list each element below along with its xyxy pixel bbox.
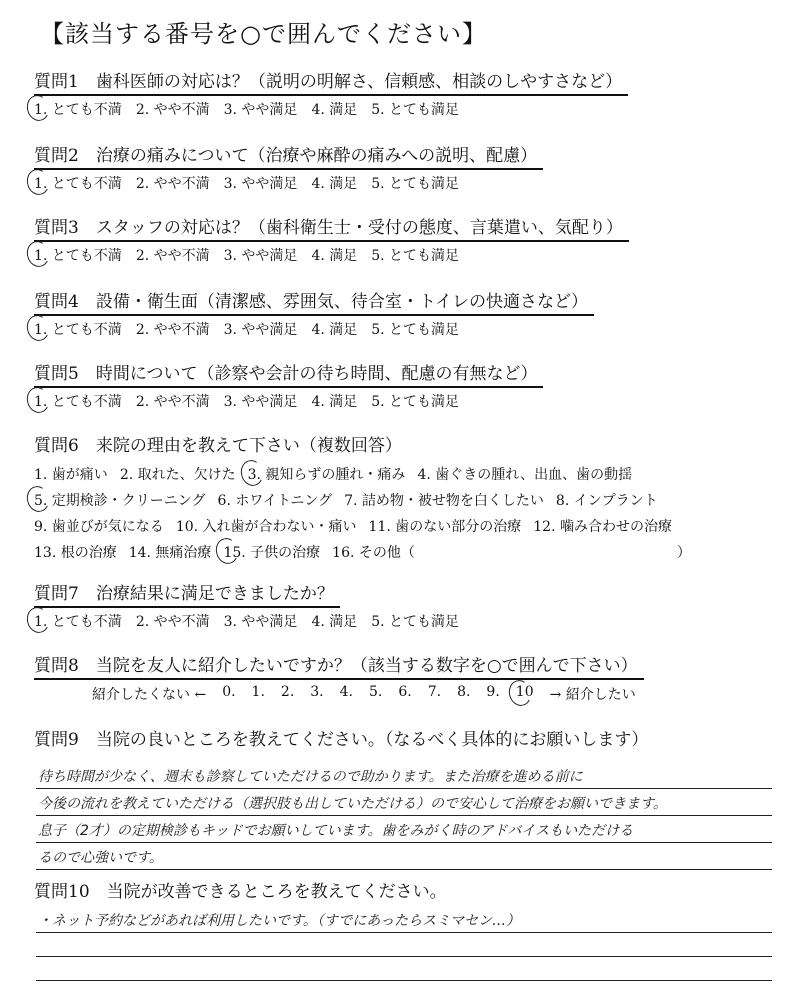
question-10	[34, 880, 774, 904]
handwritten-answer-line: るので心強いです。	[38, 850, 163, 866]
rating-options	[34, 319, 774, 339]
reason-option[interactable]: 16. その他（	[332, 545, 415, 561]
scale-number[interactable]: 7.	[427, 684, 442, 700]
reason-option[interactable]: 7. 詰め物・被せ物を白くしたい	[344, 493, 544, 509]
reason-option[interactable]: 6. ホワイトニング	[217, 493, 333, 509]
answer-rule	[36, 869, 772, 870]
reason-option[interactable]: 11. 歯のない部分の治療	[368, 519, 522, 535]
option-3[interactable]: 3. やや満足	[223, 176, 298, 192]
option-3[interactable]: 3. やや満足	[223, 614, 298, 630]
handwritten-answer-line: 待ち時間が少なく、週末も診察していただけるので助かります。また治療を進める前に	[38, 769, 583, 785]
question-4	[34, 290, 774, 339]
reason-option[interactable]: 12. 噛み合わせの治療	[533, 519, 672, 535]
reason-option[interactable]: 2. 取れた、欠けた	[119, 467, 236, 483]
rating-options	[34, 173, 774, 193]
answer-rule	[36, 932, 772, 933]
option-3[interactable]: 3. やや満足	[223, 248, 298, 264]
question-1	[34, 70, 774, 119]
handwritten-answer-line: 息子（2才）の定期検診もキッドでお願いしています。歯をみがく時のアドバイスもいただける	[38, 823, 634, 839]
handwritten-answer-line: 今後の流れを教えていただける（選択肢も出していただける）ので安心して治療をお願いできます。	[38, 796, 667, 812]
recommend-scale	[34, 684, 774, 704]
scale-number[interactable]: 1.	[251, 684, 265, 700]
option-4[interactable]: 4. 満足	[311, 394, 358, 410]
reason-option[interactable]: 8. インプラント	[555, 493, 658, 509]
option-2[interactable]: 2. やや不満	[135, 394, 210, 410]
option-4[interactable]: 4. 満足	[311, 176, 358, 192]
page-title: 【該当する番号を○で囲んでください】	[40, 20, 487, 48]
reason-option[interactable]: 13. 根の治療	[34, 545, 117, 561]
option-4[interactable]: 4. 満足	[311, 102, 358, 118]
option-5[interactable]: 5. とても満足	[371, 614, 460, 630]
rating-options	[34, 391, 774, 411]
option-1[interactable]: 1. とても不満	[34, 391, 122, 411]
option-1[interactable]: 1. とても不満	[34, 611, 122, 631]
option-4[interactable]: 4. 満足	[311, 322, 358, 338]
scale-number[interactable]: 0.	[222, 684, 236, 700]
option-4[interactable]: 4. 満足	[311, 614, 358, 630]
answer-rule	[36, 788, 772, 789]
scale-number[interactable]: 2.	[280, 684, 295, 700]
option-1[interactable]: 1. とても不満	[34, 245, 122, 265]
question-title: 質問5 時間について（診察や会計の待ち時間、配慮の有無など）	[34, 362, 543, 388]
reason-option-close: ）	[676, 545, 691, 561]
scale-number[interactable]: 9.	[486, 684, 500, 700]
question-title: 質問3 スタッフの対応は？（歯科衛生士・受付の態度、言葉遣い、気配り）	[34, 216, 629, 242]
question-title: 質問4 設備・衛生面（清潔感、雰囲気、待合室・トイレの快適さなど）	[34, 290, 594, 316]
scale-number[interactable]: 8.	[457, 684, 471, 700]
option-1[interactable]: 1. とても不満	[34, 99, 122, 119]
option-5[interactable]: 5. とても満足	[371, 248, 460, 264]
question-7	[34, 582, 774, 631]
rating-options	[34, 245, 774, 265]
scale-left-label: 紹介したくない ←	[92, 687, 207, 703]
option-2[interactable]: 2. やや不満	[135, 248, 210, 264]
reason-row-1	[34, 464, 774, 484]
question-9	[34, 728, 774, 752]
reason-option[interactable]: 9. 歯並びが気になる	[34, 519, 164, 535]
question-6	[34, 434, 774, 562]
reason-option[interactable]: 10. 入れ歯が合わない・痛い	[175, 519, 357, 535]
option-2[interactable]: 2. やや不満	[135, 322, 210, 338]
option-1[interactable]: 1. とても不満	[34, 173, 122, 193]
option-3[interactable]: 3. やや満足	[223, 102, 298, 118]
question-8	[34, 654, 774, 704]
question-title: 質問7 治療結果に満足できましたか？	[34, 582, 340, 608]
option-5[interactable]: 5. とても満足	[371, 176, 460, 192]
question-title: 質問9 当院の良いところを教えてください。（なるべく具体的にお願いします）	[34, 730, 649, 750]
reason-option[interactable]: 14. 無痛治療	[128, 545, 212, 561]
option-2[interactable]: 2. やや不満	[135, 102, 210, 118]
scale-number[interactable]: 10	[516, 684, 534, 704]
question-title: 質問8 当院を友人に紹介したいですか？（該当する数字を○で囲んで下さい）	[34, 654, 644, 680]
handwritten-answer-line: ・ネット予約などがあれば利用したいです。（すでにあったらスミマセン…）	[38, 913, 521, 929]
reason-row-2	[34, 490, 774, 510]
reason-row-3	[34, 516, 774, 536]
question-title: 質問6 来院の理由を教えて下さい（複数回答）	[34, 436, 402, 456]
option-1[interactable]: 1. とても不満	[34, 319, 122, 339]
answer-rule	[36, 815, 772, 816]
option-5[interactable]: 5. とても満足	[371, 394, 460, 410]
answer-rule	[36, 956, 772, 957]
scale-number[interactable]: 4.	[339, 684, 353, 700]
question-3	[34, 216, 774, 265]
rating-options	[34, 611, 774, 631]
scale-number[interactable]: 6.	[398, 684, 412, 700]
question-title: 質問10 当院が改善できるところを教えてください。	[34, 882, 447, 902]
question-title: 質問2 治療の痛みについて（治療や麻酔の痛みへの説明、配慮）	[34, 144, 543, 170]
option-2[interactable]: 2. やや不満	[135, 614, 210, 630]
reason-option[interactable]: 5. 定期検診・クリーニング	[34, 490, 206, 510]
scale-number[interactable]: 3.	[310, 684, 324, 700]
reason-option[interactable]: 3. 親知らずの腫れ・痛み	[248, 464, 406, 484]
option-2[interactable]: 2. やや不満	[135, 176, 210, 192]
reason-option[interactable]: 1. 歯が痛い	[34, 467, 108, 483]
scale-right-label: → 紹介したい	[549, 687, 636, 703]
reason-option[interactable]: 15. 子供の治療	[223, 542, 320, 562]
question-2	[34, 144, 774, 193]
reason-row-4	[34, 542, 774, 562]
question-5	[34, 362, 774, 411]
option-3[interactable]: 3. やや満足	[223, 322, 298, 338]
option-3[interactable]: 3. やや満足	[223, 394, 298, 410]
option-4[interactable]: 4. 満足	[311, 248, 358, 264]
answer-rule	[36, 980, 772, 981]
scale-number[interactable]: 5.	[368, 684, 383, 700]
question-title: 質問1 歯科医師の対応は？（説明の明解さ、信頼感、相談のしやすさなど）	[34, 70, 628, 96]
rating-options	[34, 99, 774, 119]
reason-option[interactable]: 4. 歯ぐきの腫れ、出血、歯の動揺	[417, 467, 633, 483]
option-5[interactable]: 5. とても満足	[371, 322, 460, 338]
answer-rule	[36, 842, 772, 843]
option-5[interactable]: 5. とても満足	[371, 102, 460, 118]
